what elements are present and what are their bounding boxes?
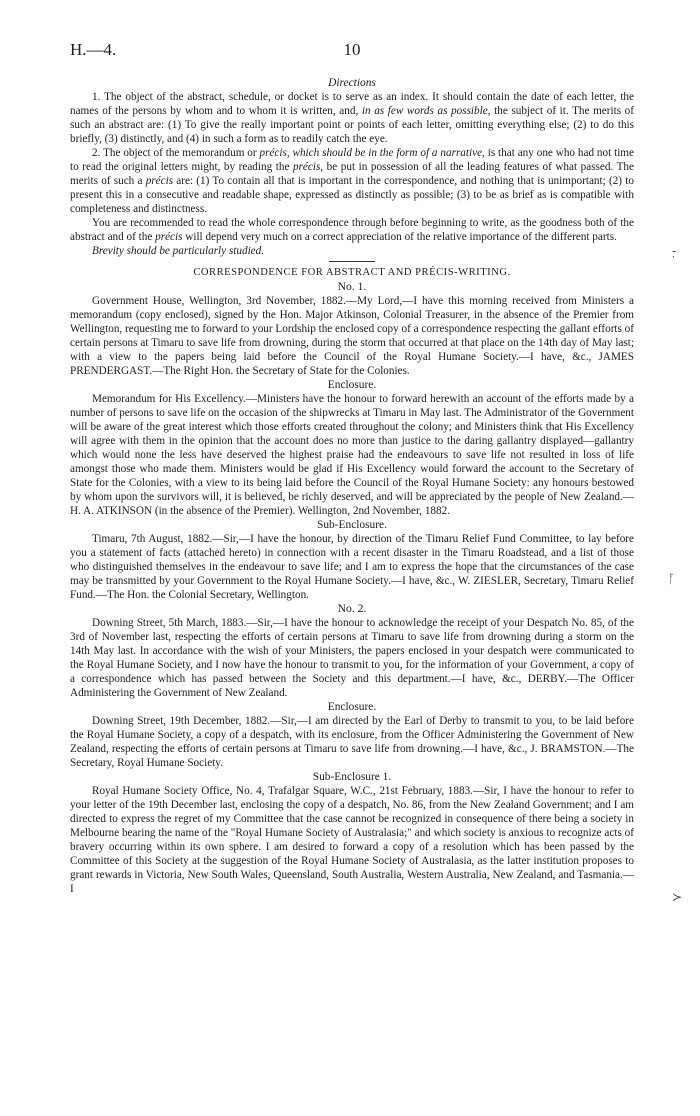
margin-tick-mark: ᚪ: [668, 572, 676, 586]
text-run: is that any one who had not time to read the original letters might, by reading the: [70, 147, 634, 173]
no2-letter: Downing Street, 5th March, 1883.—Sir,—I have the honour to acknowledge the receipt of your Despatch No. 85, of the 3rd of November last, respecting the efforts of certain persons at Timaru to save life from drowning during a storm on the 14th May last. In accordance with the wish of your Ministers, the papers enclosed in your despatch were communicated to the Royal Humane Society, and I now have the honour to transmit to you, for the information of your Government, a copy of a correspondence which has passed between the Society and this department.—I have, &c., DERBY.—The Officer Administering the Government of New Zealand.: [70, 617, 634, 699]
italic-run: précis, which should be in the form of a narrative,: [259, 147, 485, 159]
no1-enclosure: Memorandum for His Excellency.—Ministers have the honour to forward herewith an account of the efforts made by a number of persons to save life on the occasion of the shipwrecks at Timaru in May last. The Administrator of the Government will be aware of the great interest which those efforts created throughout the colony; and Ministers think that His Excellency will agree with them in the opinion that the account does no more than justice to the daring gallantry displayed—gallantry which would none the less have deserved the highest praise had the endeavours to save life not resulted in loss of life amongst those who made them. Ministers would be glad if His Excellency would forward the account to the Secretary of State for the Colonies, with a view to its being laid before the Council of the Royal Humane Society: any honours bestowed by whom upon the survivors will, it is believed, be richly deserved, and will be appreciated by the people of New Zealand.—H. A. ATKINSON (in the absence of the Premier). Wellington, 2nd November, 1882.: [70, 393, 634, 517]
directions-paragraph-2: [70, 146, 634, 216]
no2-subenclosure: Royal Humane Society Office, No. 4, Trafalgar Square, W.C., 21st February, 1883.—Sir, I have the honour to refer to your letter of the 19th December last, enclosing the copy of a despatch, No. 86, from the New Zealand Government; and I am directed to express the regret of my Committee that the case cannot be recognized in consequence of there being a society in Melbourne bearing the name of the "Royal Humane Society of Australasia;" and which society is anxious to recognize acts of bravery occurring within its own sphere. I am desired to forward a copy of a resolution which has been passed by the Committee of this Society at the suggestion of the Royal Humane Society of Australasia, as the latter institution proposes to grant rewards in Victoria, New South Wales, Queensland, South Australia, Western Australia, New Zealand, and Tasmania.—I: [70, 785, 634, 895]
directions-heading: Directions: [328, 77, 376, 89]
margin-dash-mark: -̣: [672, 244, 677, 258]
running-header: [70, 40, 634, 64]
directions-paragraph-3: [70, 216, 634, 244]
text-run: be put in possession of all the leading features of what passed. The merits of such a: [70, 161, 634, 187]
italic-run: précis: [155, 231, 183, 243]
page-body: [70, 76, 634, 896]
text-run: are: (1) To contain all that is important in the correspondence, and nothing that is unimportant; (2) to present this in a consecutive and readable shape, expressed as distinctly as possible; (3) to be as brief as is compatible with completeness and distinctness.: [70, 175, 634, 215]
no1-subenclosure-heading: Sub-Enclosure.: [317, 519, 387, 531]
no2-enclosure: Downing Street, 19th December, 1882.—Sir,—I am directed by the Earl of Derby to transmit to you, to be laid before the Royal Humane Society, a copy of a despatch, with its enclosure, from the Officer Administering the Government of New Zealand, respecting the efforts of certain persons at Timaru to save life from drowning.—I have, &c., J. BRAMSTON.—The Secretary, Royal Humane Society.: [70, 715, 634, 769]
text-run: the subject of it. The merits of such an abstract are: (1) To give the really important point or points of each letter, omitting everything else; (2) to do this briefly, (3) distinctly, and (4) in such a form as to readily catch the eye.: [70, 105, 635, 145]
page-number: 10: [343, 40, 361, 59]
correspondence-heading: CORRESPONDENCE FOR ABSTRACT AND PRÉCIS-WRITING.: [193, 267, 511, 278]
italic-run: précis,: [292, 161, 324, 173]
directions-paragraph-1: [70, 90, 634, 146]
italic-run: in as few words as possible,: [361, 105, 491, 117]
no1-enclosure-heading: Enclosure.: [327, 379, 377, 391]
no1-subenclosure: Timaru, 7th August, 1882.—Sir,—I have the honour, by direction of the Timaru Relief Fund Committee, to lay before you a statement of facts (attached hereto) in connection with a recent disaster in the Timaru Roadstead, and a list of those who distinguished themselves in the endeavour to save life; and I am to express the hope that the circumstances of the case may be transmitted by your Government to the Royal Humane Society.—I have, &c., W. ZIESLER, Secretary, Timaru Relief Fund.—The Hon. the Colonial Secretary, Wellington.: [70, 533, 634, 601]
directions-paragraph-4: Brevity should be particularly studied.: [92, 245, 265, 257]
italic-run: précis: [145, 175, 174, 187]
text-run: 2. The object of the memorandum or: [92, 147, 260, 159]
no2-subenclosure-heading: Sub-Enclosure 1.: [312, 771, 392, 783]
no2-heading: No. 2.: [337, 602, 367, 615]
margin-scratch-mark: ≻: [672, 890, 683, 904]
no1-heading: No. 1.: [337, 280, 367, 293]
no2-enclosure-heading: Enclosure.: [327, 701, 377, 713]
text-run: 1. The object of the abstract, schedule, or docket is to serve as an index. It should contain the date of each letter, the names of the persons by whom and to whom it is written, and,: [70, 91, 634, 117]
no1-letter: Government House, Wellington, 3rd November, 1882.—My Lord,—I have this morning received from Ministers a memorandum (copy enclosed), signed by the Hon. Major Atkinson, Colonial Treasurer, in the absence of the Premier from Wellington, requesting me to forward to your Lordship the enclosed copy of a correspondence respecting the gallant efforts of certain persons at Timaru to save life from drowning, during the storm that occurred at that place on the 14th day of May last; with a view to the papers being laid before the Council of the Royal Humane Society.—I have, &c., JAMES PRENDERGAST.—The Right Hon. the Secretary of State for the Colonies.: [70, 295, 634, 377]
text-run: will depend very much on a correct appreciation of the relative importance of the different parts.: [182, 231, 617, 243]
section-divider: [329, 261, 375, 262]
text-run: You are recommended to read the whole correspondence through before beginning to write, as the goodness both of the abstract and of the: [70, 217, 634, 243]
document-code: H.—4.: [70, 40, 117, 59]
